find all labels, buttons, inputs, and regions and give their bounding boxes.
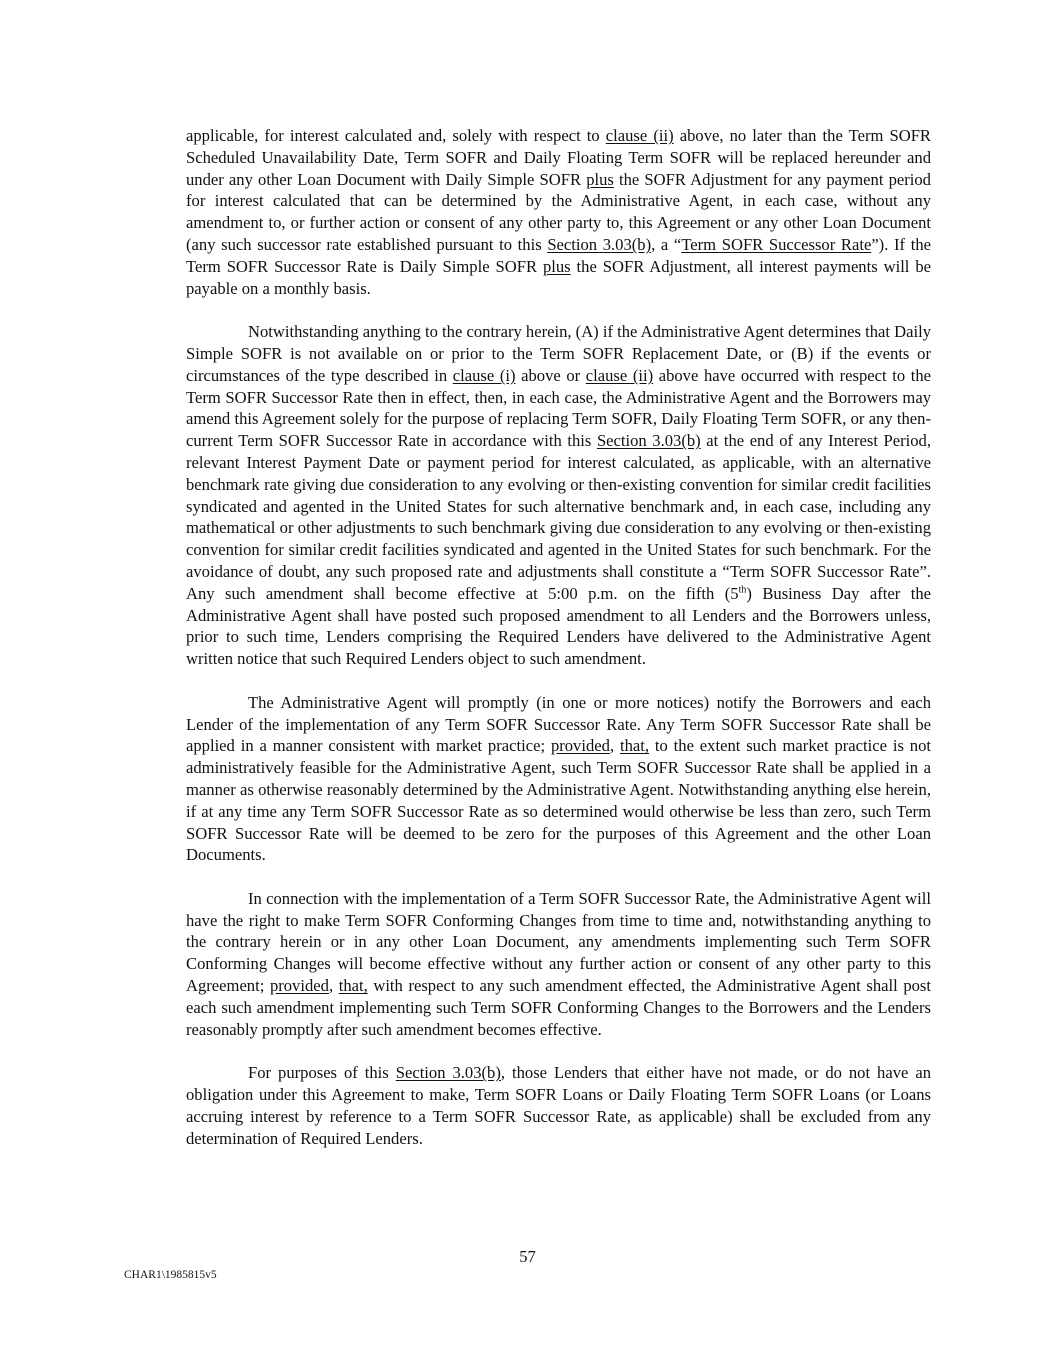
body-text <box>186 125 931 1171</box>
text-run: the SOFR Adjustment, all interest payments will be payable on a monthly basis. <box>186 256 932 298</box>
underlined-term: Section 3.03(b) <box>596 431 701 451</box>
underlined-term: that, <box>338 976 368 996</box>
document-id: CHAR1\1985815v5 <box>124 1269 217 1281</box>
underlined-term: clause (ii) <box>585 365 654 385</box>
paragraph-4 <box>186 888 931 1041</box>
superscript: th <box>738 584 747 596</box>
text-run: to the extent such market practice is not administratively feasible for the Administrative Agent, such Term SOFR Successor Rate shall be applied in a manner as otherwise reasonably determined by the Administrative Agent. Notwithstanding anything else herein, if at any time any Term SOFR Successor Rate as so determined would otherwise be less than zero, such Term SOFR Successor Rate will be deemed to be zero for the purposes of this Agreement and the other Loan Documents. <box>186 736 931 865</box>
text-run: applicable, for interest calculated and, solely with respect to <box>186 126 606 145</box>
underlined-term: provided <box>269 976 329 996</box>
paragraph-1 <box>186 125 931 299</box>
text-run: The Administrative Agent will promptly (in one or more notices) notify the Borrowers and each Lender of the implementation of any Term SOFR Successor Rate. Any Term SOFR Successor Rate shall be applied in a manner consistent with market practice; <box>186 692 931 756</box>
text-run: , a “ <box>651 234 682 254</box>
underlined-term: provided <box>550 736 610 756</box>
text-run: , <box>328 976 339 996</box>
underlined-term: plus <box>586 169 614 189</box>
text-run: at the end of any Interest Period, relevant Interest Payment Date or payment period for interest calculated, as applicable, with an alternative benchmark rate giving due consideration to any evolving or then-existing convention for similar credit facilities syndicated and agented in the United States for such alternative benchmark and, in each case, including any mathematical or other adjustments to such benchmark giving due consideration to any evolving or then-existing convention for similar credit facilities syndicated and agented in the United States for such benchmark. For the avoidance of doubt, any such proposed rate and adjustments shall constitute a “Term SOFR Successor Rate”. Any such amendment shall become effective at 5:00 p.m. on the fifth (5 <box>186 431 931 603</box>
paragraph-2 <box>186 321 931 670</box>
text-run: In connection with the implementation of a Term SOFR Successor Rate, the Administrative Agent will have the right to make Term SOFR Conforming Changes from time to time and, notwithstanding anything to the contrary herein or in any other Loan Document, any amendments implementing such Term SOFR Conforming Changes will become effective without any further action or consent of any other party to this Agreement; <box>186 888 931 996</box>
text-run: ”). If the Term SOFR Successor Rate is Daily Simple SOFR <box>186 234 931 276</box>
text-run: the SOFR Adjustment for any payment period for interest calculated that can be determined by the Administrative Agent, in each case, without any amendment to, or further action or consent of any other party to, this Agreement or any other Loan Document (any such successor rate established pursuant to this <box>186 169 931 254</box>
text-run: above, no later than the Term SOFR Scheduled Unavailability Date, Term SOFR and Daily Floating Term SOFR will be replaced hereunder and under any other Loan Document with Daily Simple SOFR <box>186 126 931 189</box>
text-run: , <box>609 736 620 756</box>
paragraph-5 <box>186 1062 931 1149</box>
page-number: 57 <box>519 1247 536 1266</box>
underlined-term: Section 3.03(b) <box>395 1063 501 1083</box>
text-run: ) Business Day after the Administrative Agent shall have posted such proposed amendment to all Lenders and the Borrowers unless, prior to such time, Lenders comprising the Required Lenders have delivered to the Administrative Agent written notice that such Required Lenders object to such amendment. <box>186 583 931 669</box>
text-run: above or <box>515 365 586 385</box>
text-run: with respect to any such amendment effected, the Administrative Agent shall post each such amendment implementing such Term SOFR Conforming Changes to the Borrowers and the Lenders reasonably promptly after such amendment becomes effective. <box>186 976 931 1039</box>
paragraph-3 <box>186 692 931 866</box>
text-run: above have occurred with respect to the Term SOFR Successor Rate then in effect, then, in each case, the Administrative Agent and the Borrowers may amend this Agreement solely for the purpose of replacing Term SOFR, Daily Floating Term SOFR, or any then-current Term SOFR Successor Rate in accordance with this <box>186 365 931 451</box>
text-run: For purposes of this <box>248 1063 396 1083</box>
underlined-term: plus <box>542 256 571 276</box>
underlined-term: Section 3.03(b) <box>547 234 652 254</box>
text-run: Notwithstanding anything to the contrary herein, (A) if the Administrative Agent determines that Daily Simple SOFR is not available on or prior to the Term SOFR Replacement Date, or (B) if the events or circumstances of the type described in <box>186 322 931 385</box>
underlined-term: that, <box>619 736 649 756</box>
underlined-term: clause (i) <box>452 365 516 385</box>
text-run: , those Lenders that either have not made, or do not have an obligation under this Agreement to make, Term SOFR Loans or Daily Floating Term SOFR Loans (or Loans accruing interest by reference to a Term SOFR Successor Rate, as applicable) shall be excluded from any determination of Required Lenders. <box>186 1063 932 1148</box>
underlined-term: Term SOFR Successor Rate <box>681 234 872 254</box>
underlined-term: clause (ii) <box>605 126 674 145</box>
